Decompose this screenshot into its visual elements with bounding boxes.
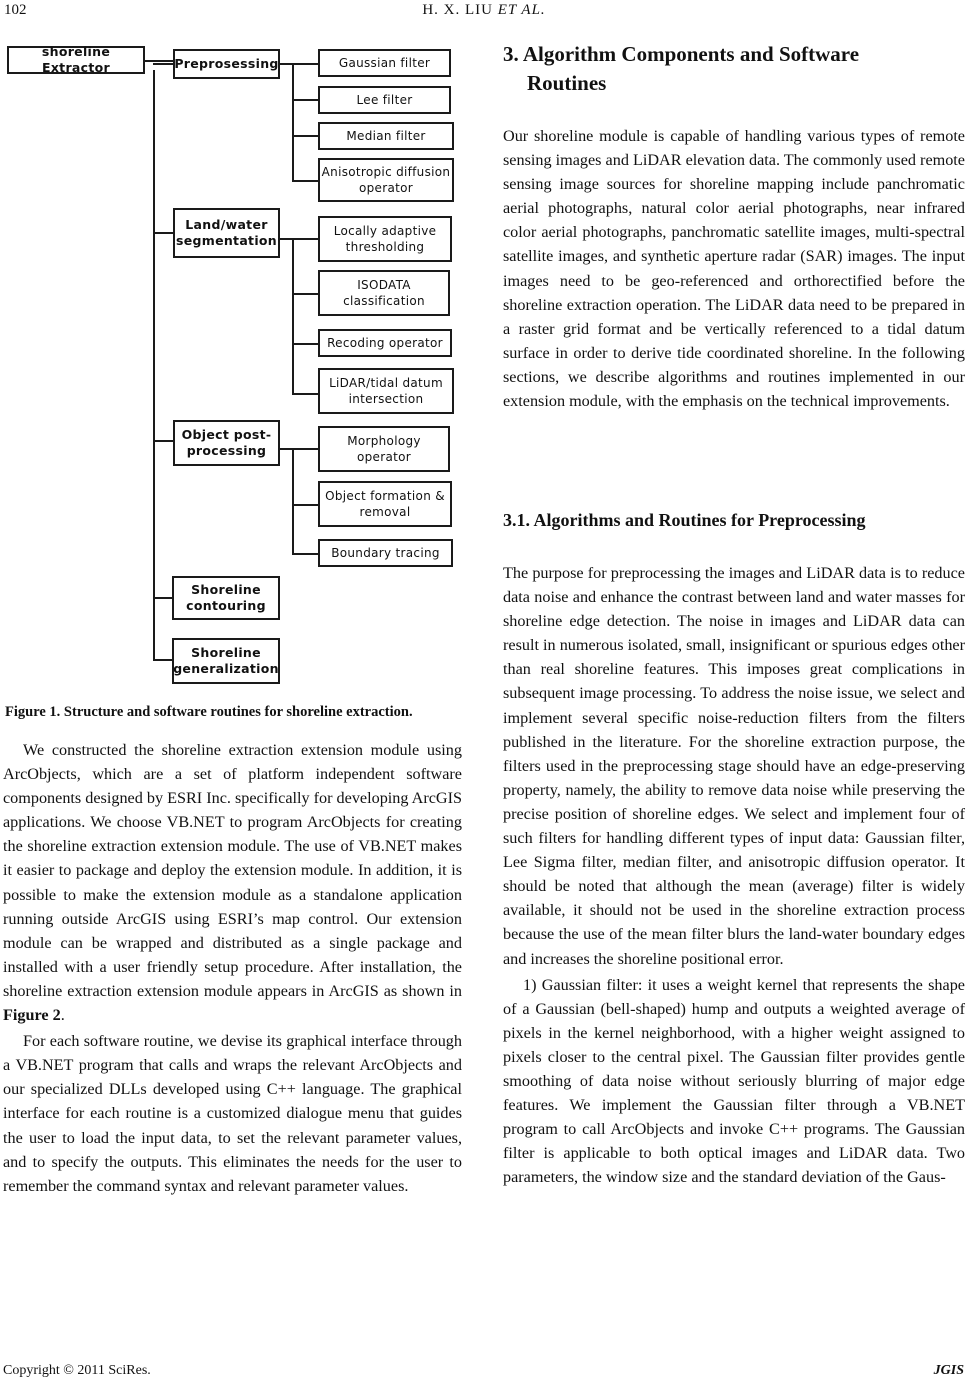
- item-box-lidar: LiDAR/tidal datum intersection: [318, 368, 454, 414]
- group-box-contouring: Shoreline contouring: [172, 576, 280, 620]
- item-box-gaussian: Gaussian filter: [318, 49, 451, 77]
- paragraph: The purpose for preprocessing the images and LiDAR data is to reduce data noise and enhance the contrast between land and water masses for shoreline edge detection. The noise in images and LiDAR data can result in numerous isolated, small, insignificant or spurious edges other than real shoreline features. This imposes great complications in subsequent image processing. To address the noise issue, we select and implement several specific noise-reduction filters from the filters published in the literature. For the shoreline extraction purpose, the filters used in the preprocessing stage should have an edge-preserving property, namely, the ability to remove data noise while preserving the precise position of shoreline edges. We select and implement four of such filters for handling different types of input data: Gaussian filter, Lee Sigma filter, median filter, and anisotropic diffusion operator. It should be noted that although the mean (average) filter is widely available, it should not be used in the shoreline extraction process because the use of the mean filter blurs the land-water boundary edges and increases the shoreline positional error.: [503, 564, 965, 968]
- journal-name: JGIS: [933, 1363, 964, 1378]
- figure-ref[interactable]: Figure 2: [3, 1006, 61, 1025]
- group-box-segmentation: Land/water segmentation: [173, 208, 280, 258]
- right-column-body: [503, 561, 965, 1189]
- running-head: H. X. LIU ET AL.: [422, 2, 546, 18]
- item-box-lee: Lee filter: [318, 86, 451, 114]
- paragraph: We constructed the shoreline extraction extension module using ArcObjects, which are a set of platform independent software components designed by ESRI Inc. specifically for developing ArcGIS applications. We choose VB.NET to program ArcObjects for creating the shoreline extraction extension module. The use of VB.NET makes it easier to package and deploy the extension module. In addition, it is possible to make the extension module as a standalone application running outside ArcGIS using ESRI’s map control. Our extension module can be wrapped and distributed as a single package and installed with a user friendly setup procedure. After installation, the shoreline extraction extension module appears in ArcGIS as shown in Figure 2.: [3, 741, 462, 1025]
- item-box-median: Median filter: [318, 122, 454, 150]
- group-box-postprocessing: Object post-processing: [173, 420, 280, 466]
- root-box: shoreline Extractor: [7, 46, 145, 74]
- item-box-anisotropic: Anisotropic diffusion operator: [318, 158, 454, 202]
- left-column: [3, 738, 462, 1198]
- item-box-object-formation: Object formation & removal: [318, 481, 452, 527]
- group-box-generalization: Shoreline generalization: [172, 638, 280, 684]
- subsection-heading: 3.1. Algorithms and Routines for Preprocessing: [503, 510, 866, 530]
- paragraph: Our shoreline module is capable of handling various types of remote sensing images and LiDAR elevation data. The commonly used remote sensing image sources for shoreline mapping include panchromatic aerial photographs, natural color aerial photographs, near infrared color aerial photographs, panchromatic satellite images, multi-spectral satellite images, and synthetic aperture radar (SAR) images. The input images need to be geo-referenced and orthorectified before the shoreline extraction operation. The LiDAR data need to be prepared in a raster grid format and be vertically referenced to a tidal datum surface in order to derive tide coordinated shoreline. In the following sections, we describe algorithms and routines implemented in our extension module, with the emphasis on the technical improvements.: [503, 127, 965, 411]
- item-box-boundary: Boundary tracing: [318, 539, 453, 567]
- figure-caption: Figure 1. Structure and software routines for shoreline extraction.: [5, 704, 413, 720]
- structure-diagram: [0, 0, 500, 700]
- paragraph: 1) Gaussian filter: it uses a weight kernel that represents the shape of a Gaussian (bell-shaped) hump and outputs a weighted average of pixels in the kernel neighborhood, with a higher weight assigned to pixels closer to the central pixel. The Gaussian filter provides gentle smoothing of data noise without seriously blurring of major edge features. We implement the Gaussian filter through a VB.NET program to call ArcObjects and invoke C++ programs. The Gaussian filter is applicable to both optical images and LiDAR data. Two parameters, the window size and the standard deviation of the Gaus-: [503, 975, 965, 1187]
- paragraph: For each software routine, we devise its graphical interface through a VB.NET program that calls and wraps the relevant ArcObjects and our specialized DLLs developed using C++ language. The graphical interface for each routine is a customized dialogue menu that guides the user to load the input data, to set the relevant parameter values, and to specify the outputs. This eliminates the needs for the user to remember the command syntax and relevant parameter values.: [3, 1032, 462, 1195]
- item-box-isodata: ISODATA classification: [318, 270, 450, 316]
- item-box-recoding: Recoding operator: [318, 329, 452, 357]
- copyright: Copyright © 2011 SciRes.: [3, 1363, 151, 1378]
- section-heading: 3. Algorithm Components and Software Routines: [503, 42, 860, 95]
- page-number: 102: [4, 2, 27, 18]
- item-box-morphology: Morphology operator: [318, 426, 450, 472]
- item-box-thresholding: Locally adaptive thresholding: [318, 216, 452, 262]
- group-box-preprocessing: Preprosessing: [173, 49, 280, 79]
- right-column-intro: [503, 124, 965, 413]
